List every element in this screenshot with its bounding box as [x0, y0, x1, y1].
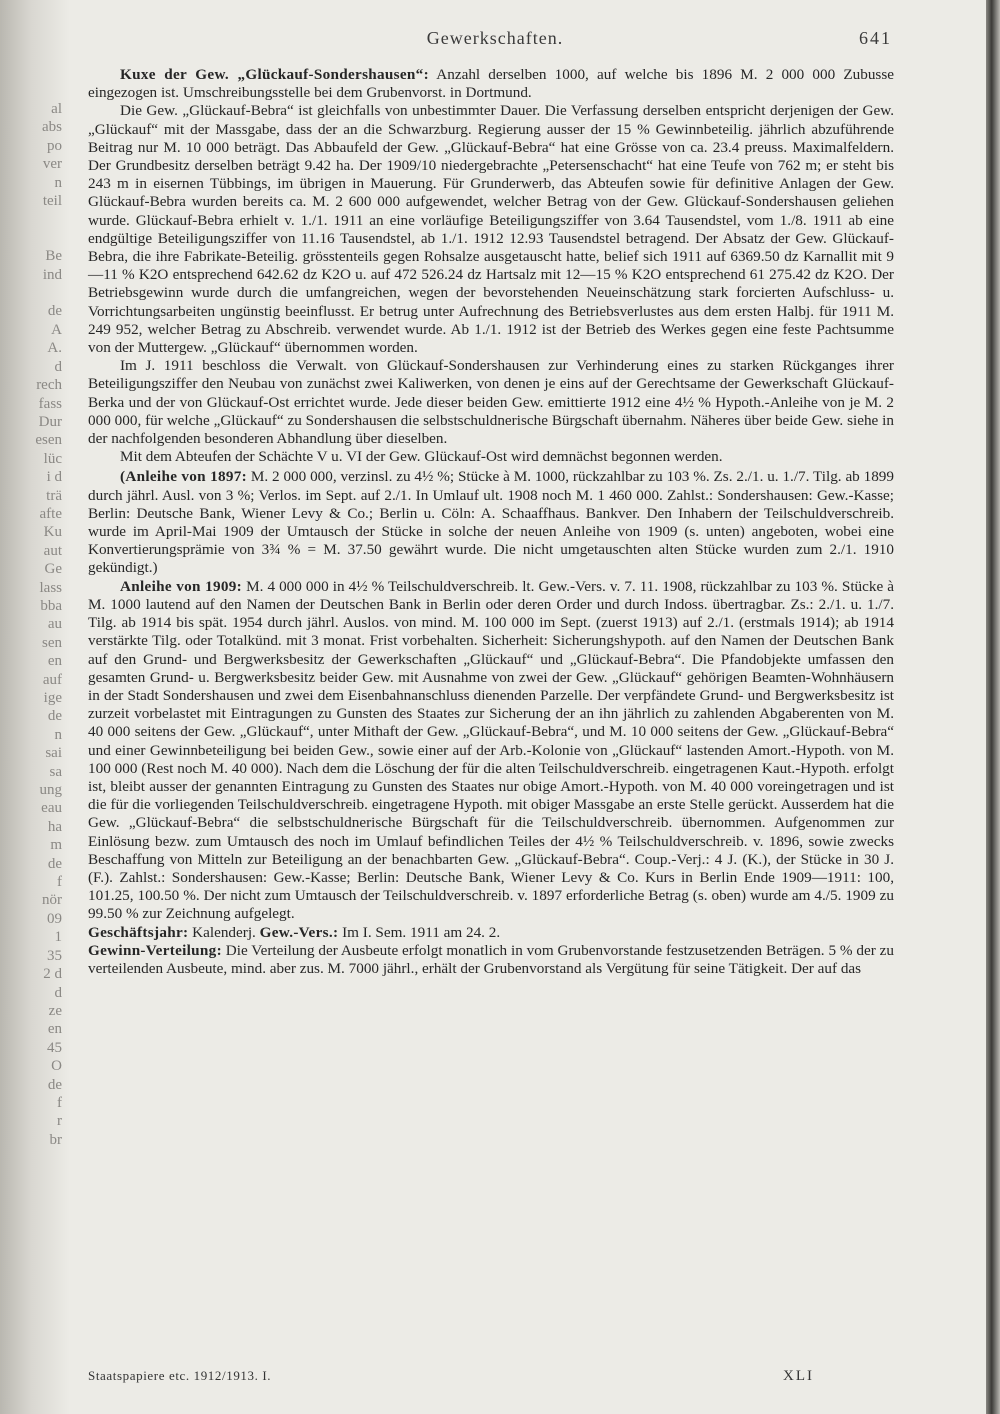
text-gew-vers: Im I. Sem. 1911 am 24. 2. [338, 923, 501, 941]
page-binding-edge [986, 0, 1000, 1414]
text-anleihe-1909: M. 4 000 000 in 4½ % Teilschuldverschreib. lt. Gew.-Vers. v. 7. 11. 1908, rückzahlbar zu 103 %. Stücke à M. 1000 lautend auf den Namen der Deutschen Bank in Berlin oder deren Order und durch Indoss. übertragbar. Zs.: 2./1. u. 1./7. Tilg. ab 1914 bis spät. 1954 durch jährl. Auslos. von mind. M. 100 000 im Sept. (zuerst 1913) auf 2./1. (erstmals 1914); ab 1914 verstärkte Tilg. oder Totalkünd. mit 3 monat. Frist vorbehalten. Sicherheit: Sicherungshypoth. auf den Namen der Deutschen Bank auf den Grund- und Bergwerksbesitz der Gewerkschaften „Glückauf“ und „Glückauf-Bebra“. Die Pfandobjekte umfassen den gesamten Grund- u. Bergwerksbesitz beider Gew. mit Ausnahme von zwei der Gew. „Glückauf“ gehörigen Beamten-Wohnhäusern in der Stadt Sondershausen und zwei dem Eisenbahnanschluss dienenden Parzelle. Der verpfändete Grund- und Bergwerksbesitz ist zurzeit vorbelastet mit Eintragungen zu Gunsten des Staates zur Sicherung der an ihn jährlich zu zahlenden Abgaberenten von M. 40 000 seitens der Gew. „Glückauf“, unter Mithaft der Gew. „Glückauf-Bebra“, und M. 10 000 seitens der Gew. „Glückauf-Bebra“ und einer Gewinnbeteiligung bei beiden Gew., sowie einer auf der Arb.-Kolonie von „Glückauf“ lastenden Amort.-Hypoth. von M. 100 000 (Rest noch M. 40 000). Nach dem die Löschung der für die alten Teilschuldverschreib. eingetragenen Kaut.-Hypoth. erfolgt ist, bleibt ausser der genannten Eintragung zu Gunsten des Staates nur obige Amort.-Hypoth. von M. 40 000 voreingetragen und ist die für die vorliegenden Teilschuldverschreib. eingetragene Hypoth. mit obiger Massgabe an erste Stelle gerückt. Ausserdem hat die Gew. „Glückauf-Bebra“ die selbstschuldnerische Bürgschaft für die Teilschuldverschreib. übernommen. Aufgenommen zur Einlösung bezw. zum Umtausch des noch im Umlauf befindlichen Teiles der 4½ % Teilschuldverschreib. v. 1896, sowie zwecks Beschaffung von Mitteln zur Beteiligung an der benachbarten Gew. „Glückauf-Bebra“. Coup.-Verj.: 4 J. (K.), der Stücke in 30 J. (F.). Zahlst.: Sondershausen: Gew.-Kasse; Berlin: Deutsche Bank, Wiener Levy & Co. Kurs in Berlin Ende 1909—1911: 100, 101.25, 100.50 %. Der nicht zum Umtausch der Teilschuldverschreib. v. 1897 erforderliche Betrag (s. oben) wurde am 4./5. 1909 zu 99.50 % zur Zeichnung aufgelegt. [88, 577, 894, 923]
signature-mark: XLI [783, 1368, 814, 1384]
text-bebra: Die Gew. „Glückauf-Bebra“ ist gleichfalls von unbestimmter Dauer. Die Verfassung derselben entspricht derjenigen der Gew. „Glückauf“ mit der Massgabe, dass der an die Schwarzburg. Regierung ausser der 15 % Gewinnbeteilig. jährlich abzuführende Beitrag nur M. 10 000 beträgt. Das Abbaufeld der Gew. „Glückauf-Bebra“ hat eine Grösse von ca. 23.4 preuss. Maximalfeldern. Der Grundbesitz derselben beträgt 9.42 ha. Der 1909/10 niedergebrachte „Petersenschacht“ hat eine Teufe von 762 m; er steht bis 243 m in eisernen Tübbings, im übrigen in Mauerung. Für Grunderwerb, das Abteufen sowie für definitive Anlagen der Gew. Glückauf-Bebra wurden bereits ca. M. 2 600 000 aufgewendet, welcher Betrag von der Gew. Glückauf-Sondershausen geliehen wurde. Glückauf-Bebra erhielt v. 1./1. 1911 an eine vorläufige Beteiligungsziffer von 3.64 Tausendstel, vom 1./8. 1911 ab eine endgültige Beteiligungsziffer von 11.16 Tausendstel, ab 1./1. 1912 12.93 Tausendstel betragend. Der Absatz der Gew. Glückauf-Bebra, die ihre Fabrikate-Beteilig. grösstenteils gegen Rohsalze ausgetauscht hatte, belief sich 1911 auf 6369.50 dz Karnallit mit 9—11 % K2O entsprechend 642.62 dz K2O u. auf 472 526.24 dz Hartsalz mit 12—15 % K2O entsprechend 61 275.42 dz K2O. Der Betriebsgewinn wurde durch die umfangreichen, wegen der bevorstehenden Neueinschätzung stark forcierten Aufschluss- u. Vorrichtungsarbeiten ungünstig beeinflusst. Er betrug unter Aufrechnung des Betriebsverlustes aus dem ersten Halbj. für 1911 M. 249 952, welcher Betrag zu Abschreib. verwendet wurde. Ab 1./1. 1912 ist der Betrieb des Werkes gegen eine feste Pachtsumme von der Muttergew. „Glückauf“ übernommen worden. [88, 102, 894, 357]
text-abteufen: Mit dem Abteufen der Schächte V u. VI der Gew. Glückauf-Ost wird demnächst begonnen werden. [120, 448, 723, 466]
paragraph-anleihe-1909 [88, 578, 894, 924]
lead-kuxe: Kuxe der Gew. „Glückauf-Sondershausen“: [120, 66, 429, 83]
page-footer [88, 1368, 894, 1388]
lead-anleihe-1897: (Anleihe von 1897: [120, 468, 248, 486]
body-text [88, 66, 894, 978]
paragraph-kuxe [88, 66, 894, 102]
paragraph-anleihe-1897 [88, 468, 894, 577]
running-title: Gewerkschaften. [426, 28, 564, 48]
page-header [100, 28, 890, 54]
text-gewinn-verteilung: Die Verteilung der Ausbeute erfolgt monatlich in vom Grubenvorstande festzusetzenden Beträgen. 5 % der zu verteilenden Ausbeute, mind. aber zus. M. 7000 jährl., erhält der Grubenvorstand als Vergütung für seine Tätigkeit. Der auf das [88, 941, 894, 977]
lead-anleihe-1909: Anleihe von 1909: [120, 577, 243, 595]
paragraph-abteufen [88, 448, 894, 466]
text-kuxe: Anzahl derselben 1000, auf welche bis 1896 M. 2 000 000 Zubusse eingezogen ist. Umschreibungsstelle bei dem Grubenvorst. in Dortmund. [88, 66, 894, 102]
text-anleihe-1897: M. 2 000 000, verzinsl. zu 4½ %; Stücke à M. 1000, rückzahlbar zu 103 %. Zs. 2./1. u. 1./7. Tilg. ab 1899 durch jährl. Ausl. von 3 %; Verlos. im Sept. auf 2./1. In Umlauf ult. 1908 noch M. 1 460 000. Zahlst.: Sondershausen: Gew.-Kasse; Berlin: Deutsche Bank, Wiener Levy & Co.; Berlin u. Cöln: A. Schaaffhaus. Bankver. Den Inhabern der Teilschuldverschreib. wurde im April-Mai 1909 der Umtausch der Stücke in solche der neuen Anleihe von 1909 (s. unten) angeboten, wobei eine Konvertierungsprämie von 3¾ % = M. 37.50 gewährt wurde. Die nicht umgetauschten alten Stücke wurden zum 2./1. 1910 gekündigt.) [88, 468, 894, 577]
paragraph-geschaeftsjahr [88, 924, 894, 942]
facing-page-fragments: al abs po ver n teil Be ind de A A. d rech fass Dur esen lüc i d trä afte Ku aut Ge lass bba au sen en auf ige de n sai sa ung eau ha m de f nör 09 1 35 2 d d ze en 45 O de f r br [35, 101, 62, 1148]
page-number: 641 [859, 28, 892, 48]
paragraph-neubau [88, 357, 894, 448]
lead-gew-vers: Gew.-Vers.: [259, 923, 339, 941]
lead-geschaeftsjahr: Geschäftsjahr: [88, 923, 189, 941]
text-neubau: Im J. 1911 beschloss die Verwalt. von Glückauf-Sondershausen zur Verhinderung eines zu starken Rückganges ihrer Beteiligungsziffer den Neubau von zunächst zwei Kaliwerken, von denen je eins auf der Gerechtsame der Gewerkschaft Glückauf-Berka und der von Glückauf-Ost errichtet wurde. Jede dieser beiden Gew. emittierte 1912 eine 4½ % Hypoth.-Anleihe von je M. 2 000 000, für welche „Glückauf“ zu Sondershausen die selbstschuldnerische Bürgschaft übernahm. Näheres über beide Gew. siehe in der nachfolgenden besonderen Abhandlung über dieselben. [88, 357, 894, 448]
text-geschaeftsjahr: Kalenderj. [188, 923, 260, 941]
paragraph-bebra [88, 102, 894, 357]
paragraph-gewinn-verteilung [88, 942, 894, 978]
footer-imprint: Staatspapiere etc. 1912/1913. I. [88, 1368, 272, 1383]
lead-gewinn-verteilung: Gewinn-Verteilung: [88, 941, 222, 959]
